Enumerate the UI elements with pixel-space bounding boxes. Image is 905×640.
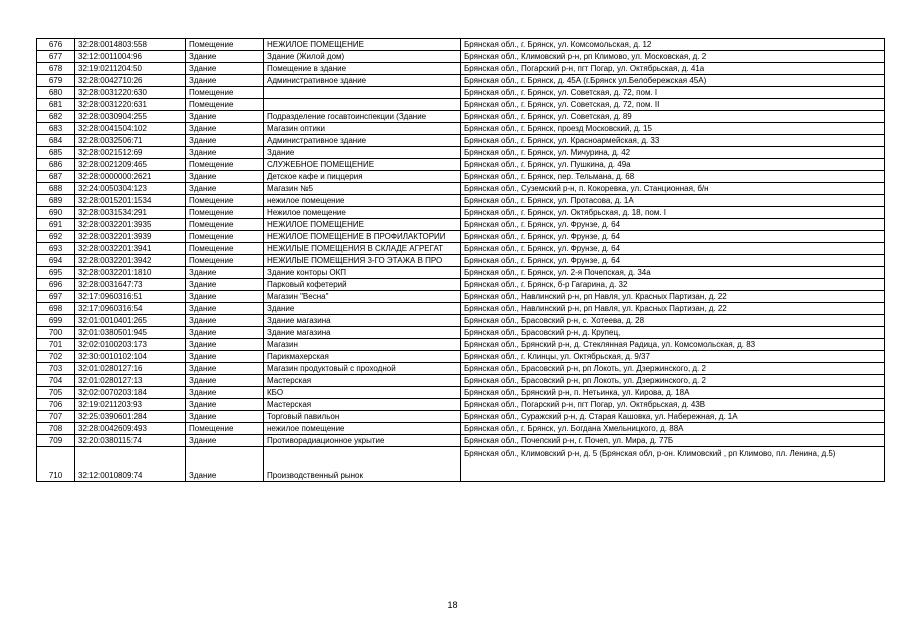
object-type-cell: Помещение — [186, 255, 264, 267]
row-number-cell: 703 — [37, 363, 75, 375]
object-name-cell: НЕЖИЛЫЕ ПОМЕЩЕНИЯ 3-ГО ЭТАЖА В ПРО — [264, 255, 461, 267]
object-name-cell: Магазин — [264, 339, 461, 351]
row-number-cell: 696 — [37, 279, 75, 291]
table-row — [37, 303, 885, 315]
cadastral-number-cell: 32:20:0380115:74 — [75, 435, 186, 447]
table-row — [37, 411, 885, 423]
cadastral-number-cell: 32:28:0031647:73 — [75, 279, 186, 291]
cadastral-number-cell: 32:28:0031220:630 — [75, 87, 186, 99]
object-type-cell: Здание — [186, 339, 264, 351]
table-row — [37, 315, 885, 327]
table-row — [37, 387, 885, 399]
address-cell: Брянская обл., г. Брянск, ул. Красноармейская, д. 33 — [461, 135, 885, 147]
object-name-cell: НЕЖИЛОЕ ПОМЕЩЕНИЕ — [264, 219, 461, 231]
object-name-cell: Магазин продуктовый с проходной — [264, 363, 461, 375]
object-type-cell: Здание — [186, 135, 264, 147]
address-cell: Брянская обл., Брянский р-н, п. Нетьинка, ул. Кирова, д. 18А — [461, 387, 885, 399]
object-name-cell: Парковый кофетерий — [264, 279, 461, 291]
cadastral-number-cell: 32:28:0030904:255 — [75, 111, 186, 123]
row-number-cell: 692 — [37, 231, 75, 243]
address-cell: Брянская обл., Брянский р-н, д. Стеклянная Радица, ул. Комсомольская, д. 83 — [461, 339, 885, 351]
address-cell: Брянская обл., г. Брянск, ул. Богдана Хмельницкого, д. 88А — [461, 423, 885, 435]
table-row — [37, 99, 885, 111]
address-cell: Брянская обл., г. Брянск, б-р Гагарина, д. 32 — [461, 279, 885, 291]
address-cell: Брянская обл., Климовский р-н, рп Климово, ул. Московская, д. 2 — [461, 51, 885, 63]
object-name-cell: Административное здание — [264, 135, 461, 147]
object-name-cell: нежилое помещение — [264, 423, 461, 435]
table-row — [37, 183, 885, 195]
address-cell: Брянская обл., г. Брянск, ул. Фрунзе, д. 64 — [461, 255, 885, 267]
row-number-cell: 707 — [37, 411, 75, 423]
object-type-cell: Здание — [186, 435, 264, 447]
cadastral-number-cell: 32:19:0211204:50 — [75, 63, 186, 75]
object-name-cell: Магазин оптики — [264, 123, 461, 135]
cadastral-number-cell: 32:28:0032201:3935 — [75, 219, 186, 231]
row-number-cell: 706 — [37, 399, 75, 411]
object-type-cell: Здание — [186, 51, 264, 63]
object-name-cell: Производственный рынок — [264, 447, 461, 482]
object-type-cell: Помещение — [186, 231, 264, 243]
object-name-cell: Здание магазина — [264, 327, 461, 339]
object-type-cell: Здание — [186, 399, 264, 411]
address-cell: Брянская обл., г. Брянск, ул. Пушкина, д. 49а — [461, 159, 885, 171]
object-name-cell: НЕЖИЛОЕ ПОМЕЩЕНИЕ В ПРОФИЛАКТОРИИ — [264, 231, 461, 243]
cadastral-number-cell: 32:28:0014803:558 — [75, 39, 186, 51]
cadastral-number-cell: 32:28:0041504:102 — [75, 123, 186, 135]
object-type-cell: Помещение — [186, 423, 264, 435]
object-type-cell: Здание — [186, 315, 264, 327]
table-row — [37, 267, 885, 279]
cadastral-number-cell: 32:12:0011004:96 — [75, 51, 186, 63]
table-row — [37, 195, 885, 207]
object-type-cell: Здание — [186, 111, 264, 123]
object-name-cell: нежилое помещение — [264, 195, 461, 207]
cadastral-number-cell: 32:28:0021209:465 — [75, 159, 186, 171]
object-type-cell: Здание — [186, 387, 264, 399]
object-type-cell: Здание — [186, 75, 264, 87]
object-type-cell: Помещение — [186, 87, 264, 99]
row-number-cell: 698 — [37, 303, 75, 315]
row-number-cell: 708 — [37, 423, 75, 435]
row-number-cell: 690 — [37, 207, 75, 219]
object-name-cell: Помещение в здание — [264, 63, 461, 75]
table-row — [37, 51, 885, 63]
object-name-cell: Парикмахерская — [264, 351, 461, 363]
table-row — [37, 207, 885, 219]
object-type-cell: Здание — [186, 147, 264, 159]
object-name-cell: Нежилое помещение — [264, 207, 461, 219]
address-cell: Брянская обл., г. Брянск, ул. Комсомольская, д. 12 — [461, 39, 885, 51]
cadastral-number-cell: 32:30:0010102:104 — [75, 351, 186, 363]
cadastral-number-cell: 32:28:0021512:69 — [75, 147, 186, 159]
address-cell: Брянская обл., Погарский р-н, пгт Погар, ул. Октябрьская, д. 41а — [461, 63, 885, 75]
table-row — [37, 159, 885, 171]
object-type-cell: Помещение — [186, 99, 264, 111]
row-number-cell: 684 — [37, 135, 75, 147]
address-cell: Брянская обл., Погарский р-н, пгт Погар, ул. Октябрьская, д. 43В — [461, 399, 885, 411]
object-type-cell: Здание — [186, 279, 264, 291]
property-register-table — [36, 38, 885, 482]
address-cell: Брянская обл., Брасовский р-н, д. Крупец, — [461, 327, 885, 339]
object-name-cell: Подразделение госавтоинспекции (Здание — [264, 111, 461, 123]
table-row — [37, 435, 885, 447]
address-cell: Брянская обл., г. Брянск, ул. 2-я Почепская, д. 34а — [461, 267, 885, 279]
row-number-cell: 687 — [37, 171, 75, 183]
object-type-cell: Здание — [186, 267, 264, 279]
row-number-cell: 680 — [37, 87, 75, 99]
address-cell: Брянская обл., г. Брянск, ул. Фрунзе, д. 64 — [461, 231, 885, 243]
cadastral-number-cell: 32:25:0390601:284 — [75, 411, 186, 423]
table-row — [37, 63, 885, 75]
object-name-cell: Здание (Жилой дом) — [264, 51, 461, 63]
object-type-cell: Помещение — [186, 219, 264, 231]
page-number: 18 — [447, 600, 458, 610]
cadastral-number-cell: 32:28:0032201:3941 — [75, 243, 186, 255]
object-name-cell — [264, 87, 461, 99]
address-cell: Брянская обл., г. Брянск, ул. Советская, д. 72, пом. I — [461, 87, 885, 99]
table-row — [37, 219, 885, 231]
cadastral-number-cell: 32:17:0960316:54 — [75, 303, 186, 315]
row-number-cell: 705 — [37, 387, 75, 399]
object-type-cell: Здание — [186, 291, 264, 303]
row-number-cell: 693 — [37, 243, 75, 255]
table-row — [37, 231, 885, 243]
address-cell: Брянская обл., Почепский р-н, г. Почеп, ул. Мира, д. 77Б — [461, 435, 885, 447]
address-cell: Брянская обл., Навлинский р-н, рп Навля, ул. Красных Партизан, д. 22 — [461, 303, 885, 315]
object-type-cell: Здание — [186, 447, 264, 482]
object-type-cell: Помещение — [186, 243, 264, 255]
row-number-cell: 688 — [37, 183, 75, 195]
address-cell: Брянская обл., Навлинский р-н, рп Навля, ул. Красных Партизан, д. 22 — [461, 291, 885, 303]
object-name-cell: КБО — [264, 387, 461, 399]
row-number-cell: 697 — [37, 291, 75, 303]
object-type-cell: Здание — [186, 375, 264, 387]
row-number-cell: 694 — [37, 255, 75, 267]
address-cell: Брянская обл., Суземский р-н, п. Кокоревка, ул. Станционная, б/н — [461, 183, 885, 195]
cadastral-number-cell: 32:01:0380501:945 — [75, 327, 186, 339]
table-row — [37, 363, 885, 375]
table-row — [37, 147, 885, 159]
object-name-cell: Административное здание — [264, 75, 461, 87]
object-name-cell: Здание — [264, 147, 461, 159]
table-row — [37, 327, 885, 339]
object-name-cell: Торговый павильон — [264, 411, 461, 423]
object-type-cell: Помещение — [186, 207, 264, 219]
object-type-cell: Помещение — [186, 159, 264, 171]
row-number-cell: 679 — [37, 75, 75, 87]
cadastral-number-cell: 32:19:0211203:93 — [75, 399, 186, 411]
object-type-cell: Здание — [186, 171, 264, 183]
row-number-cell: 681 — [37, 99, 75, 111]
row-number-cell: 682 — [37, 111, 75, 123]
cadastral-number-cell: 32:01:0010401:265 — [75, 315, 186, 327]
object-name-cell: НЕЖИЛОЕ ПОМЕЩЕНИЕ — [264, 39, 461, 51]
row-number-cell: 709 — [37, 435, 75, 447]
cadastral-number-cell: 32:01:0280127:13 — [75, 375, 186, 387]
cadastral-number-cell: 32:12:0010809:74 — [75, 447, 186, 482]
address-cell: Брянская обл., г. Брянск, проезд Московский, д. 15 — [461, 123, 885, 135]
table-row — [37, 111, 885, 123]
object-type-cell: Здание — [186, 327, 264, 339]
table-row — [37, 135, 885, 147]
cadastral-number-cell: 32:24:0050304:123 — [75, 183, 186, 195]
object-type-cell: Помещение — [186, 39, 264, 51]
table-row — [37, 255, 885, 267]
address-cell: Брянская обл., Брасовский р-н, с. Хотеева, д. 28 — [461, 315, 885, 327]
object-name-cell: СЛУЖЕБНОЕ ПОМЕЩЕНИЕ — [264, 159, 461, 171]
cadastral-number-cell: 32:28:0000000:2621 — [75, 171, 186, 183]
row-number-cell: 677 — [37, 51, 75, 63]
row-number-cell: 710 — [37, 447, 75, 482]
object-type-cell: Здание — [186, 411, 264, 423]
table-row — [37, 351, 885, 363]
table-row — [37, 39, 885, 51]
object-name-cell: Противорадиационное укрытие — [264, 435, 461, 447]
address-cell: Брянская обл., Суражский р-н, д. Старая Кашовка, ул. Набережная, д. 1А — [461, 411, 885, 423]
table-row — [37, 123, 885, 135]
table-row — [37, 279, 885, 291]
address-cell: Брянская обл., Брасовский р-н, рп Локоть, ул. Дзержинского, д. 2 — [461, 375, 885, 387]
object-name-cell: Детское кафе и пиццерия — [264, 171, 461, 183]
table-row — [37, 339, 885, 351]
table-row — [37, 375, 885, 387]
cadastral-number-cell: 32:01:0280127:16 — [75, 363, 186, 375]
object-name-cell: Магазин "Весна" — [264, 291, 461, 303]
cadastral-number-cell: 32:28:0032506:71 — [75, 135, 186, 147]
object-name-cell: Здание — [264, 303, 461, 315]
object-type-cell: Здание — [186, 183, 264, 195]
address-cell: Брянская обл., г. Брянск, пер. Тельмана, д. 68 — [461, 171, 885, 183]
cadastral-number-cell: 32:28:0032201:3939 — [75, 231, 186, 243]
cadastral-number-cell: 32:17:0960316:51 — [75, 291, 186, 303]
address-cell: Брянская обл., Брасовский р-н, рп Локоть, ул. Дзержинского, д. 2 — [461, 363, 885, 375]
cadastral-number-cell: 32:28:0042609:493 — [75, 423, 186, 435]
table-row — [37, 447, 885, 482]
object-type-cell: Здание — [186, 351, 264, 363]
address-cell: Брянская обл., г. Брянск, ул. Советская, д. 89 — [461, 111, 885, 123]
address-cell: Брянская обл., г. Брянск, ул. Октябрьская, д. 18, пом. I — [461, 207, 885, 219]
table-row — [37, 423, 885, 435]
object-type-cell: Здание — [186, 123, 264, 135]
object-name-cell: Мастерская — [264, 375, 461, 387]
cadastral-number-cell: 32:28:0042710:26 — [75, 75, 186, 87]
object-name-cell — [264, 99, 461, 111]
table-body — [37, 39, 885, 482]
cadastral-number-cell: 32:28:0015201:1534 — [75, 195, 186, 207]
table-row — [37, 243, 885, 255]
row-number-cell: 701 — [37, 339, 75, 351]
address-cell: Брянская обл., г. Брянск, ул. Фрунзе, д. 64 — [461, 243, 885, 255]
address-cell: Брянская обл., г. Брянск, ул. Мичурина, д. 42 — [461, 147, 885, 159]
row-number-cell: 695 — [37, 267, 75, 279]
object-name-cell: НЕЖИЛЫЕ ПОМЕЩЕНИЯ В СКЛАДЕ АГРЕГАТ — [264, 243, 461, 255]
table-row — [37, 171, 885, 183]
row-number-cell: 689 — [37, 195, 75, 207]
address-cell: Брянская обл., г. Брянск, ул. Протасова, д. 1А — [461, 195, 885, 207]
row-number-cell: 704 — [37, 375, 75, 387]
address-cell: Брянская обл., г. Брянск, ул. Фрунзе, д. 64 — [461, 219, 885, 231]
address-cell: Брянская обл., Климовский р-н, д. 5 (Брянская обл, р-он. Климовский , рп Климово, пл. Ленина, д.5) — [461, 447, 885, 482]
row-number-cell: 676 — [37, 39, 75, 51]
object-type-cell: Здание — [186, 303, 264, 315]
row-number-cell: 700 — [37, 327, 75, 339]
object-type-cell: Помещение — [186, 195, 264, 207]
cadastral-number-cell: 32:28:0032201:3942 — [75, 255, 186, 267]
object-type-cell: Здание — [186, 363, 264, 375]
cadastral-number-cell: 32:28:0032201:1810 — [75, 267, 186, 279]
table-row — [37, 87, 885, 99]
table-row — [37, 291, 885, 303]
cadastral-number-cell: 32:02:0100203:173 — [75, 339, 186, 351]
row-number-cell: 702 — [37, 351, 75, 363]
row-number-cell: 683 — [37, 123, 75, 135]
row-number-cell: 678 — [37, 63, 75, 75]
row-number-cell: 699 — [37, 315, 75, 327]
object-name-cell: Здание конторы ОКП — [264, 267, 461, 279]
table-row — [37, 399, 885, 411]
object-name-cell: Магазин №5 — [264, 183, 461, 195]
cadastral-number-cell: 32:02:0070203:184 — [75, 387, 186, 399]
address-cell: Брянская обл., г. Клинцы, ул. Октябрьская, д. 9/37 — [461, 351, 885, 363]
address-cell: Брянская обл., г. Брянск, ул. Советская, д. 72, пом. II — [461, 99, 885, 111]
address-cell: Брянская обл., г. Брянск, д. 45А (г.Брянск ул.Белобережская 45А) — [461, 75, 885, 87]
cadastral-number-cell: 32:28:0031220:631 — [75, 99, 186, 111]
row-number-cell: 685 — [37, 147, 75, 159]
row-number-cell: 686 — [37, 159, 75, 171]
object-name-cell: Мастерская — [264, 399, 461, 411]
row-number-cell: 691 — [37, 219, 75, 231]
table-row — [37, 75, 885, 87]
object-type-cell: Здание — [186, 63, 264, 75]
object-name-cell: Здание магазина — [264, 315, 461, 327]
cadastral-number-cell: 32:28:0031534:291 — [75, 207, 186, 219]
